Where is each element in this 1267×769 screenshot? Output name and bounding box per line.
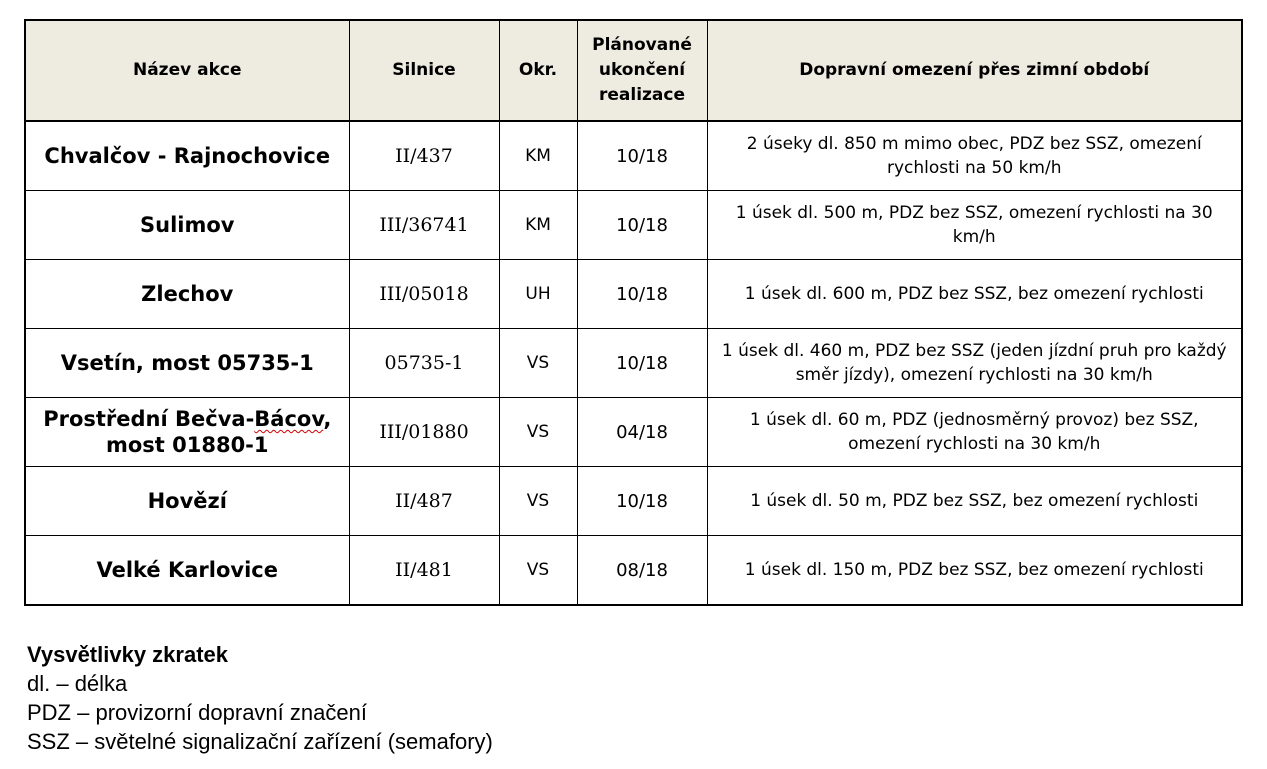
- cell-name: [25, 398, 349, 467]
- cell-road: III/01880: [349, 398, 499, 467]
- table-row: [25, 536, 1242, 606]
- header-name: Název akce: [25, 20, 349, 121]
- header-district: Okr.: [499, 20, 577, 121]
- table-body: [25, 121, 1242, 605]
- cell-district: KM: [499, 121, 577, 191]
- cell-district: KM: [499, 191, 577, 260]
- legend-item: dl. – délka: [27, 671, 128, 696]
- cell-restriction: 1 úsek dl. 50 m, PDZ bez SSZ, bez omezení rychlosti: [707, 467, 1242, 536]
- cell-restriction: 1 úsek dl. 460 m, PDZ bez SSZ (jeden jízdní pruh pro každý směr jízdy), omezení rychlosti na 30 km/h: [707, 329, 1242, 398]
- cell-name-line2: most 01880-1: [105, 433, 269, 457]
- header-row: [25, 20, 1242, 121]
- cell-name: Hovězí: [25, 467, 349, 536]
- cell-name: Vsetín, most 05735-1: [25, 329, 349, 398]
- table-row: [25, 467, 1242, 536]
- cell-restriction: 1 úsek dl. 500 m, PDZ bez SSZ, omezení rychlosti na 30 km/h: [707, 191, 1242, 260]
- cell-road: II/481: [349, 536, 499, 606]
- table-header: [25, 20, 1242, 121]
- cell-district: VS: [499, 536, 577, 606]
- cell-restriction: 1 úsek dl. 60 m, PDZ (jednosměrný provoz) bez SSZ, omezení rychlosti na 30 km/h: [707, 398, 1242, 467]
- legend-item: SSZ – světelné signalizační zařízení (semafory): [27, 729, 493, 754]
- cell-restriction: 1 úsek dl. 150 m, PDZ bez SSZ, bez omezení rychlosti: [707, 536, 1242, 606]
- table-row: [25, 329, 1242, 398]
- abbreviations-legend: [27, 640, 493, 756]
- header-road: Silnice: [349, 20, 499, 121]
- cell-district: VS: [499, 329, 577, 398]
- header-restriction: Dopravní omezení přes zimní období: [707, 20, 1242, 121]
- cell-planned: 10/18: [577, 329, 707, 398]
- legend-title: Vysvětlivky zkratek: [27, 642, 228, 667]
- cell-name-line1-tail: ,: [323, 407, 332, 431]
- cell-planned: 08/18: [577, 536, 707, 606]
- cell-name-line1: Prostřední Bečva-: [43, 407, 255, 431]
- cell-road: II/487: [349, 467, 499, 536]
- cell-road: 05735-1: [349, 329, 499, 398]
- cell-name: Chvalčov - Rajnochovice: [25, 121, 349, 191]
- header-planned-end: Plánované ukončení realizace: [577, 20, 707, 121]
- cell-restriction: 2 úseky dl. 850 m mimo obec, PDZ bez SSZ, omezení rychlosti na 50 km/h: [707, 121, 1242, 191]
- cell-name: Velké Karlovice: [25, 536, 349, 606]
- table-row: [25, 398, 1242, 467]
- cell-planned: 04/18: [577, 398, 707, 467]
- cell-road: III/05018: [349, 260, 499, 329]
- cell-planned: 10/18: [577, 121, 707, 191]
- cell-planned: 10/18: [577, 260, 707, 329]
- cell-planned: 10/18: [577, 191, 707, 260]
- spellcheck-marked-word: Bácov: [254, 407, 324, 431]
- cell-name: Sulimov: [25, 191, 349, 260]
- cell-planned: 10/18: [577, 467, 707, 536]
- cell-district: UH: [499, 260, 577, 329]
- road-works-table: [24, 19, 1243, 606]
- table-row: [25, 191, 1242, 260]
- cell-restriction: 1 úsek dl. 600 m, PDZ bez SSZ, bez omezení rychlosti: [707, 260, 1242, 329]
- legend-item: PDZ – provizorní dopravní značení: [27, 700, 367, 725]
- cell-name: Zlechov: [25, 260, 349, 329]
- cell-district: VS: [499, 398, 577, 467]
- cell-district: VS: [499, 467, 577, 536]
- table-row: [25, 260, 1242, 329]
- cell-road: III/36741: [349, 191, 499, 260]
- cell-road: II/437: [349, 121, 499, 191]
- table-row: [25, 121, 1242, 191]
